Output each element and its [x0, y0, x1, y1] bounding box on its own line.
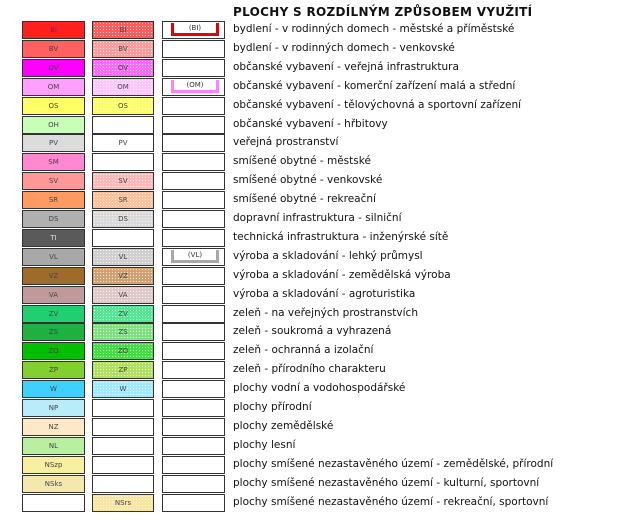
hatched-swatch — [92, 418, 154, 436]
solid-swatch: SR — [22, 191, 85, 209]
outline-swatch — [162, 210, 225, 228]
legend-description: plochy smíšené nezastavěného území - rekreační, sportovní — [233, 495, 549, 508]
hatched-swatch: OS — [92, 97, 154, 115]
solid-swatch: VZ — [22, 267, 85, 285]
outline-swatch — [162, 267, 225, 285]
legend-row — [0, 248, 621, 266]
solid-swatch: NSzp — [22, 456, 85, 474]
legend-row — [0, 418, 621, 436]
hatched-swatch — [92, 116, 154, 134]
legend-description: občanské vybavení - komerční zařízení malá a střední — [233, 79, 516, 92]
solid-swatch: SV — [22, 172, 85, 190]
legend-row — [0, 21, 621, 39]
legend-row — [0, 342, 621, 360]
legend-row — [0, 305, 621, 323]
solid-swatch: ZP — [22, 361, 85, 379]
outline-tag: (BI) — [171, 23, 219, 36]
legend-description: výroba a skladování - zemědělská výroba — [233, 268, 451, 281]
solid-swatch: NZ — [22, 418, 85, 436]
hatched-swatch: W — [92, 380, 154, 398]
hatched-swatch: SV — [92, 172, 154, 190]
legend-description: smíšené obytné - městské — [233, 155, 371, 168]
hatched-swatch: VL — [92, 248, 154, 266]
hatched-swatch — [92, 437, 154, 455]
legend-row — [0, 286, 621, 304]
legend-row — [0, 229, 621, 247]
outline-swatch — [162, 191, 225, 209]
legend-row — [0, 191, 621, 209]
solid-swatch: ZO — [22, 342, 85, 360]
outline-swatch — [162, 456, 225, 474]
outline-swatch — [162, 229, 225, 247]
legend-description: výroba a skladování - agroturistika — [233, 287, 416, 300]
legend-description: výroba a skladování - lehký průmysl — [233, 249, 423, 262]
solid-swatch: PV — [22, 134, 85, 152]
solid-swatch: NSks — [22, 475, 85, 493]
solid-swatch: OV — [22, 59, 85, 77]
hatched-swatch: VZ — [92, 267, 154, 285]
legend-description: technická infrastruktura - inženýrské sítě — [233, 230, 449, 243]
legend-row — [0, 380, 621, 398]
legend-description: bydlení - v rodinných domech - venkovské — [233, 41, 455, 54]
solid-swatch: BV — [22, 40, 85, 58]
legend-description: bydlení - v rodinných domech - městské a příměstské — [233, 23, 515, 35]
legend-row — [0, 172, 621, 190]
legend-description: plochy lesní — [233, 438, 296, 451]
outline-tag: (VL) — [171, 250, 219, 263]
legend-description: dopravní infrastruktura - silniční — [233, 212, 402, 224]
outline-swatch — [162, 399, 225, 417]
solid-swatch: ZS — [22, 323, 85, 341]
legend-description: veřejná prostranství — [233, 136, 339, 149]
legend-description: zeleň - na veřejných prostranstvích — [233, 306, 418, 319]
legend-description: plochy přírodní — [233, 401, 312, 413]
solid-swatch: ZV — [22, 305, 85, 323]
hatched-swatch: VA — [92, 286, 154, 304]
hatched-swatch: NSrs — [92, 494, 154, 512]
solid-swatch: W — [22, 380, 85, 398]
legend-description: zeleň - přírodního charakteru — [233, 363, 386, 376]
legend-row — [0, 494, 621, 512]
outline-swatch — [162, 475, 225, 493]
hatched-swatch: ZO — [92, 342, 154, 360]
legend-row — [0, 267, 621, 285]
legend-description: plochy vodní a vodohospodářské — [233, 382, 406, 395]
legend-description: smíšené obytné - venkovské — [233, 174, 383, 187]
legend-description: občanské vybavení - hřbitovy — [233, 117, 388, 130]
outline-swatch — [162, 494, 225, 512]
legend-description: plochy smíšené nezastavěného území - zemědělské, přírodní — [233, 457, 554, 470]
solid-swatch: TI — [22, 229, 85, 247]
legend-row — [0, 475, 621, 493]
hatched-swatch — [92, 399, 154, 417]
outline-swatch — [162, 418, 225, 436]
legend-description: plochy zemědělské — [233, 419, 334, 432]
hatched-swatch: BV — [92, 40, 154, 58]
legend-row — [0, 323, 621, 341]
hatched-swatch: OM — [92, 78, 154, 96]
legend-description: občanské vybavení - veřejná infrastruktura — [233, 60, 459, 73]
solid-swatch: OS — [22, 97, 85, 115]
legend-row — [0, 116, 621, 134]
hatched-swatch: DS — [92, 210, 154, 228]
solid-swatch: OM — [22, 78, 85, 96]
solid-swatch: SM — [22, 153, 85, 171]
outline-swatch — [162, 21, 225, 39]
hatched-swatch: OV — [92, 59, 154, 77]
hatched-swatch — [92, 153, 154, 171]
outline-swatch — [162, 78, 225, 96]
outline-swatch — [162, 437, 225, 455]
solid-swatch: NP — [22, 399, 85, 417]
outline-swatch — [162, 305, 225, 323]
legend-row — [0, 210, 621, 228]
solid-swatch — [22, 494, 85, 512]
outline-swatch — [162, 248, 225, 266]
outline-swatch — [162, 97, 225, 115]
outline-swatch — [162, 323, 225, 341]
legend-description: smíšené obytné - rekreační — [233, 193, 376, 206]
hatched-swatch: SR — [92, 191, 154, 209]
hatched-swatch: ZP — [92, 361, 154, 379]
legend-description: zeleň - ochranná a izolační — [233, 344, 374, 357]
solid-swatch: BI — [22, 21, 85, 39]
legend-row — [0, 153, 621, 171]
legend-row — [0, 59, 621, 77]
legend-title: PLOCHY S ROZDÍLNÝM ZPŮSOBEM VYUŽITÍ — [233, 5, 533, 19]
outline-swatch — [162, 172, 225, 190]
legend-description: plochy smíšené nezastavěného území - kulturní, sportovní — [233, 476, 540, 489]
legend-row — [0, 97, 621, 115]
hatched-swatch: ZS — [92, 323, 154, 341]
outline-tag: (OM) — [171, 80, 219, 93]
hatched-swatch — [92, 475, 154, 493]
outline-swatch — [162, 59, 225, 77]
hatched-swatch: PV — [92, 134, 154, 152]
hatched-swatch — [92, 229, 154, 247]
legend-row — [0, 134, 621, 152]
solid-swatch: VL — [22, 248, 85, 266]
hatched-swatch: ZV — [92, 305, 154, 323]
legend-description: občanské vybavení - tělovýchovná a sportovní zařízení — [233, 98, 522, 111]
outline-swatch — [162, 40, 225, 58]
legend-row — [0, 40, 621, 58]
solid-swatch: DS — [22, 210, 85, 228]
legend-row — [0, 399, 621, 417]
solid-swatch: NL — [22, 437, 85, 455]
solid-swatch: VA — [22, 286, 85, 304]
outline-swatch — [162, 342, 225, 360]
solid-swatch: OH — [22, 116, 85, 134]
outline-swatch — [162, 286, 225, 304]
outline-swatch — [162, 380, 225, 398]
outline-swatch — [162, 361, 225, 379]
outline-swatch — [162, 116, 225, 134]
legend-row — [0, 361, 621, 379]
legend-description: zeleň - soukromá a vyhrazená — [233, 325, 392, 338]
hatched-swatch: BI — [92, 21, 154, 39]
outline-swatch — [162, 134, 225, 152]
legend-row — [0, 437, 621, 455]
legend-row — [0, 78, 621, 96]
outline-swatch — [162, 153, 225, 171]
legend-row — [0, 456, 621, 474]
hatched-swatch — [92, 456, 154, 474]
